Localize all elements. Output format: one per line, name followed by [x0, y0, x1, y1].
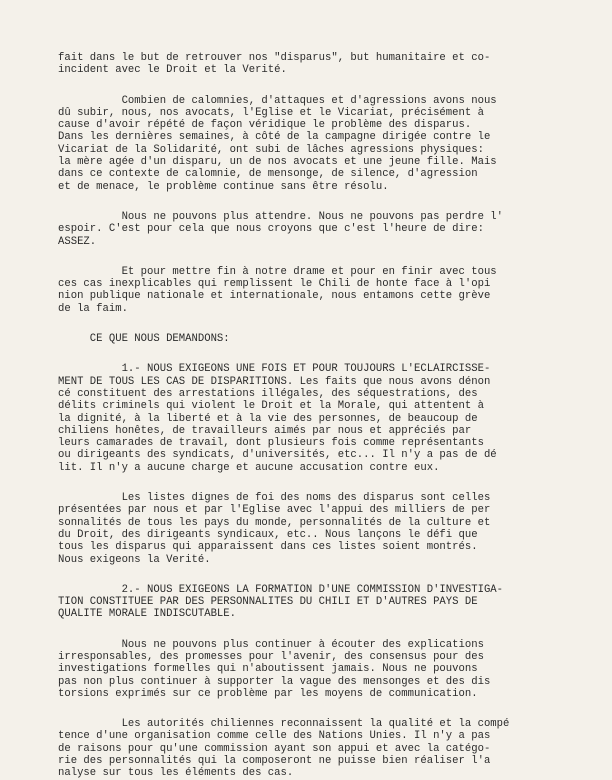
section-heading-demandes: CE QUE NOUS DEMANDONS: — [58, 333, 230, 346]
paragraph-greve-de-la-faim: Et pour mettre fin à notre drame et pour en finir avec tous ces cas inexplicables qui remplissent le Chili de honte face à l'opi nion publique nationale et internationale, nous entamons cette grève de la faim. — [58, 265, 497, 315]
paragraph-nations-unies: Les autorités chiliennes reconnaissent la qualité et la compé tence d'une organisation comme celle des Nations Unies. Il n'y a pas de raisons pour qu'une commission ayant son appui et avec la catégo- rie des personnalités qui la composeront ne puisse bien réaliser l'a nalyse sur tous les éléments des cas. — [58, 718, 510, 780]
demand-1: 1.- NOUS EXIGEONS UNE FOIS ET POUR TOUJOURS L'ECLAIRCISSE- MENT DE TOUS LES CAS DE DISPARITIONS. Les faits que nous avons dénon cé constituent des arrestations illégales, des séquestrations, des délits criminels qui violent le Droit et la Morale, qui attentent à la dignité, à la liberté et à la vie des personnes, de beaucoup de chiliens honêtes, de travailleurs aimés par nous et appréciés par leurs camarades de travail, dont plusieurs fois comme représentants ou dirigeants des syndicats, d'universités, etc... Il n'y a pas de dé lit. Il n'y a aucune charge et aucune accusation contre eux. — [58, 363, 497, 474]
demand-2: 2.- NOUS EXIGEONS LA FORMATION D'UNE COMMISSION D'INVESTIGA- TION CONSTITUEE PAR DES PERSONNALITES DU CHILI ET D'AUTRES PAYS DE QUALITE MORALE INDISCUTABLE. — [58, 583, 504, 621]
paragraph-calomnies: Combien de calomnies, d'attaques et d'agressions avons nous dû subir, nous, nos avocats, l'Eglise et le Vicariat, précisément à cause d'avoir répété de façon véridique le problème des disparus. Dans les dernières semaines, à côté de la campagne dirigée contre le Vicariat de la Solidarité, ont subi de lâches agressions physiques: la mère agée d'un disparu, un de nos avocats et une jeune fille. Mais dans ce contexte de calomnie, de mensonge, de silence, d'agression et de menace, le problème continue sans être résolu. — [58, 94, 497, 193]
paragraph-explications: Nous ne pouvons plus continuer à écouter des explications irresponsables, des promesses pour l'avenir, des consensus pour des investigations formelles qui n'aboutissent jamais. Nous ne pouvons pas non plus continuer à supporter la vague des mensonges et des dis torsions exprimés sur ce problème par les moyens de communication. — [58, 638, 491, 700]
paragraph-listes: Les listes dignes de foi des noms des disparus sont celles présentées par nous et par l'Eglise avec l'appui des milliers de per sonnalités de tous les pays du monde, personnalités de la culture et du Droit, des dirigeants syndicaux, etc.. Nous lançons le défi que tous les disparus qui apparaissent dans ces listes soient montrés. Nous exigeons la Verité. — [58, 492, 491, 566]
paragraph-assez: Nous ne pouvons plus attendre. Nous ne pouvons pas perdre l' espoir. C'est pour cela que nous croyons que c'est l'heure de dire: ASSEZ. — [58, 210, 504, 248]
paragraph-intro-fragment: fait dans le but de retrouver nos "disparus", but humanitaire et co- incident avec le Droit et la Verité. — [58, 52, 491, 77]
